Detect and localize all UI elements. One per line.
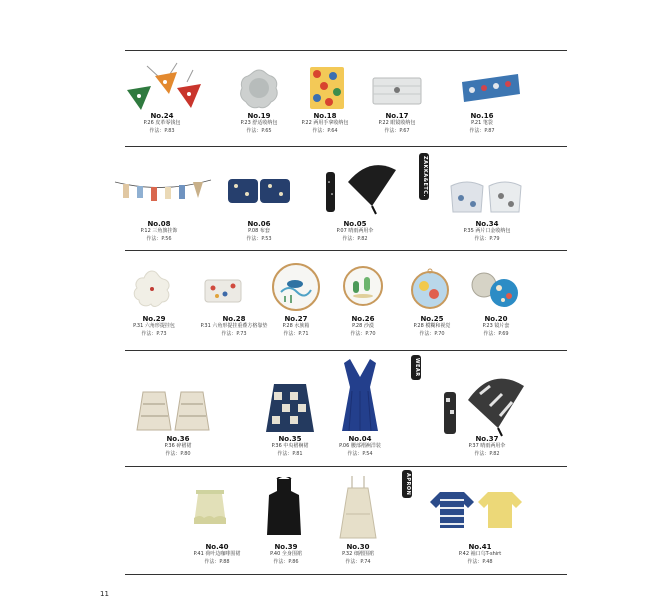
item-title: P.36 碎褶裙 [164, 443, 192, 450]
item-number: No.04 [348, 435, 372, 443]
hexagon-pouch-image [131, 268, 173, 310]
apron-category-tag: APRON [402, 470, 412, 498]
item-number: No.34 [475, 220, 499, 228]
item-caption [114, 113, 210, 135]
t-shirt-image [430, 490, 524, 530]
row-divider [125, 250, 567, 251]
item-number: No.06 [247, 220, 271, 228]
item-pattern-page: 作法：P.81 [277, 450, 303, 457]
cushion-image [203, 276, 243, 306]
item-title: P.40 全身围裙 [270, 551, 302, 558]
item-number: No.16 [470, 112, 494, 120]
item-pattern-page: 作法：P.54 [347, 450, 373, 457]
item-number: No.30 [346, 543, 370, 551]
item-title: P.07 晴雨两用伞 [336, 228, 374, 235]
bunting-garland-image [113, 172, 213, 208]
item-pattern-page: 作法：P.71 [283, 330, 309, 337]
item-caption [111, 221, 207, 243]
zakka-category-tag: ZAKKA&ETC. [419, 153, 429, 200]
item-title: P.21 笔袋 [471, 120, 493, 127]
item-title: P.32 细褶围裙 [342, 551, 374, 558]
item-number: No.05 [343, 220, 367, 228]
item-pattern-page: 作法：P.69 [483, 330, 509, 337]
item-caption [307, 221, 403, 243]
item-title: P.28 水族箱 [282, 323, 310, 330]
item-pattern-page: 作法：P.65 [246, 127, 272, 134]
item-number: No.36 [166, 435, 190, 443]
page-number: 11 [100, 590, 109, 598]
item-title: P.23 舒适收纳包 [240, 120, 278, 127]
aquarium-embroidery-hoop-image [271, 262, 321, 312]
item-pattern-page: 作法：P.82 [342, 235, 368, 242]
item-number: No.37 [475, 435, 499, 443]
item-title: P.22 眼镜收纳包 [378, 120, 416, 127]
item-number: No.17 [385, 112, 409, 120]
item-number: No.40 [205, 543, 229, 551]
pleated-dress-image [340, 357, 380, 433]
item-pattern-page: 作法：P.74 [345, 558, 371, 565]
item-caption [439, 221, 535, 243]
item-pattern-page: 作法：P.56 [146, 235, 172, 242]
row-divider [125, 50, 567, 51]
wear-category-tag: WEAR [411, 355, 421, 380]
item-pattern-page: 作法：P.88 [204, 558, 230, 565]
item-title: P.37 晴雨两用伞 [468, 443, 506, 450]
item-caption [448, 316, 544, 338]
comfort-pouch-image [238, 68, 280, 110]
item-title: P.06 腰部褶裥洋装 [339, 443, 381, 450]
item-number: No.35 [278, 435, 302, 443]
item-title: P.35 两片口金收纳包 [463, 228, 511, 235]
lens-case-image [470, 271, 522, 309]
item-caption [310, 544, 406, 566]
row-divider [125, 574, 567, 575]
item-pattern-page: 作法：P.70 [350, 330, 376, 337]
item-title: P.42 袖口乌T-shirt [458, 551, 502, 558]
item-caption [432, 544, 528, 566]
center-pleat-skirt-image [264, 382, 316, 434]
item-pattern-page: 作法：P.86 [273, 558, 299, 565]
gathered-skirt-image [135, 390, 211, 432]
blur-embroidery-hoop-image [410, 268, 450, 310]
ruffle-cafe-apron-image [192, 488, 228, 526]
item-title: P.12 三角旗挂饰 [140, 228, 178, 235]
item-number: No.24 [150, 112, 174, 120]
item-number: No.25 [420, 315, 444, 323]
row-divider [125, 350, 567, 351]
item-pattern-page: 作法：P.73 [141, 330, 167, 337]
item-number: No.27 [284, 315, 308, 323]
item-pattern-page: 作法：P.53 [246, 235, 272, 242]
item-caption [349, 113, 445, 135]
item-title: P.28 模糊和视觉 [413, 323, 451, 330]
pencil-case-image [458, 72, 522, 104]
checkered-umbrella-image [440, 366, 526, 438]
item-number: No.19 [247, 112, 271, 120]
frame-purse-image [449, 176, 525, 214]
row-divider [125, 146, 567, 147]
floral-clutch-image [309, 66, 345, 110]
item-title: P.41 荷叶边咖啡围裙 [193, 551, 241, 558]
item-number: No.20 [484, 315, 508, 323]
item-pattern-page: 作法：P.79 [474, 235, 500, 242]
item-number: No.41 [468, 543, 492, 551]
item-title: P.22 两用手拿收纳包 [301, 120, 349, 127]
item-number: No.29 [142, 315, 166, 323]
item-number: No.08 [147, 220, 171, 228]
item-pattern-page: 作法：P.70 [419, 330, 445, 337]
item-pattern-page: 作法：P.48 [467, 558, 493, 565]
item-title: P.28 沙漠 [352, 323, 374, 330]
item-caption [130, 436, 226, 458]
item-caption [312, 436, 408, 458]
item-pattern-page: 作法：P.73 [221, 330, 247, 337]
full-apron-image [265, 477, 303, 537]
gathered-apron-image [338, 474, 378, 540]
item-number: No.28 [222, 315, 246, 323]
item-caption [211, 221, 307, 243]
item-number: No.39 [274, 543, 298, 551]
item-title: P.23 镜片套 [482, 323, 510, 330]
desert-embroidery-hoop-image [342, 265, 384, 307]
item-title: P.26 皮革零钱包 [143, 120, 181, 127]
item-title: P.31 六角形提挂包 [133, 323, 175, 330]
row-divider [125, 466, 567, 467]
item-title: P.36 中央褶裥裙 [271, 443, 309, 450]
item-pattern-page: 作法：P.87 [469, 127, 495, 134]
leather-coin-purse-image [125, 58, 205, 118]
item-title: P.31 六角形提挂重叠方格靠垫 [200, 323, 268, 330]
item-pattern-page: 作法：P.83 [149, 127, 175, 134]
item-title: P.08 布套 [248, 228, 270, 235]
item-pattern-page: 作法：P.80 [165, 450, 191, 457]
umbrella-image [320, 154, 400, 216]
item-caption [434, 113, 530, 135]
item-number: No.26 [351, 315, 375, 323]
cloth-cover-image [227, 178, 291, 204]
item-pattern-page: 作法：P.64 [312, 127, 338, 134]
item-caption [439, 436, 535, 458]
item-pattern-page: 作法：P.67 [384, 127, 410, 134]
item-pattern-page: 作法：P.82 [474, 450, 500, 457]
glasses-pouch-image [372, 76, 422, 106]
item-number: No.18 [313, 112, 337, 120]
